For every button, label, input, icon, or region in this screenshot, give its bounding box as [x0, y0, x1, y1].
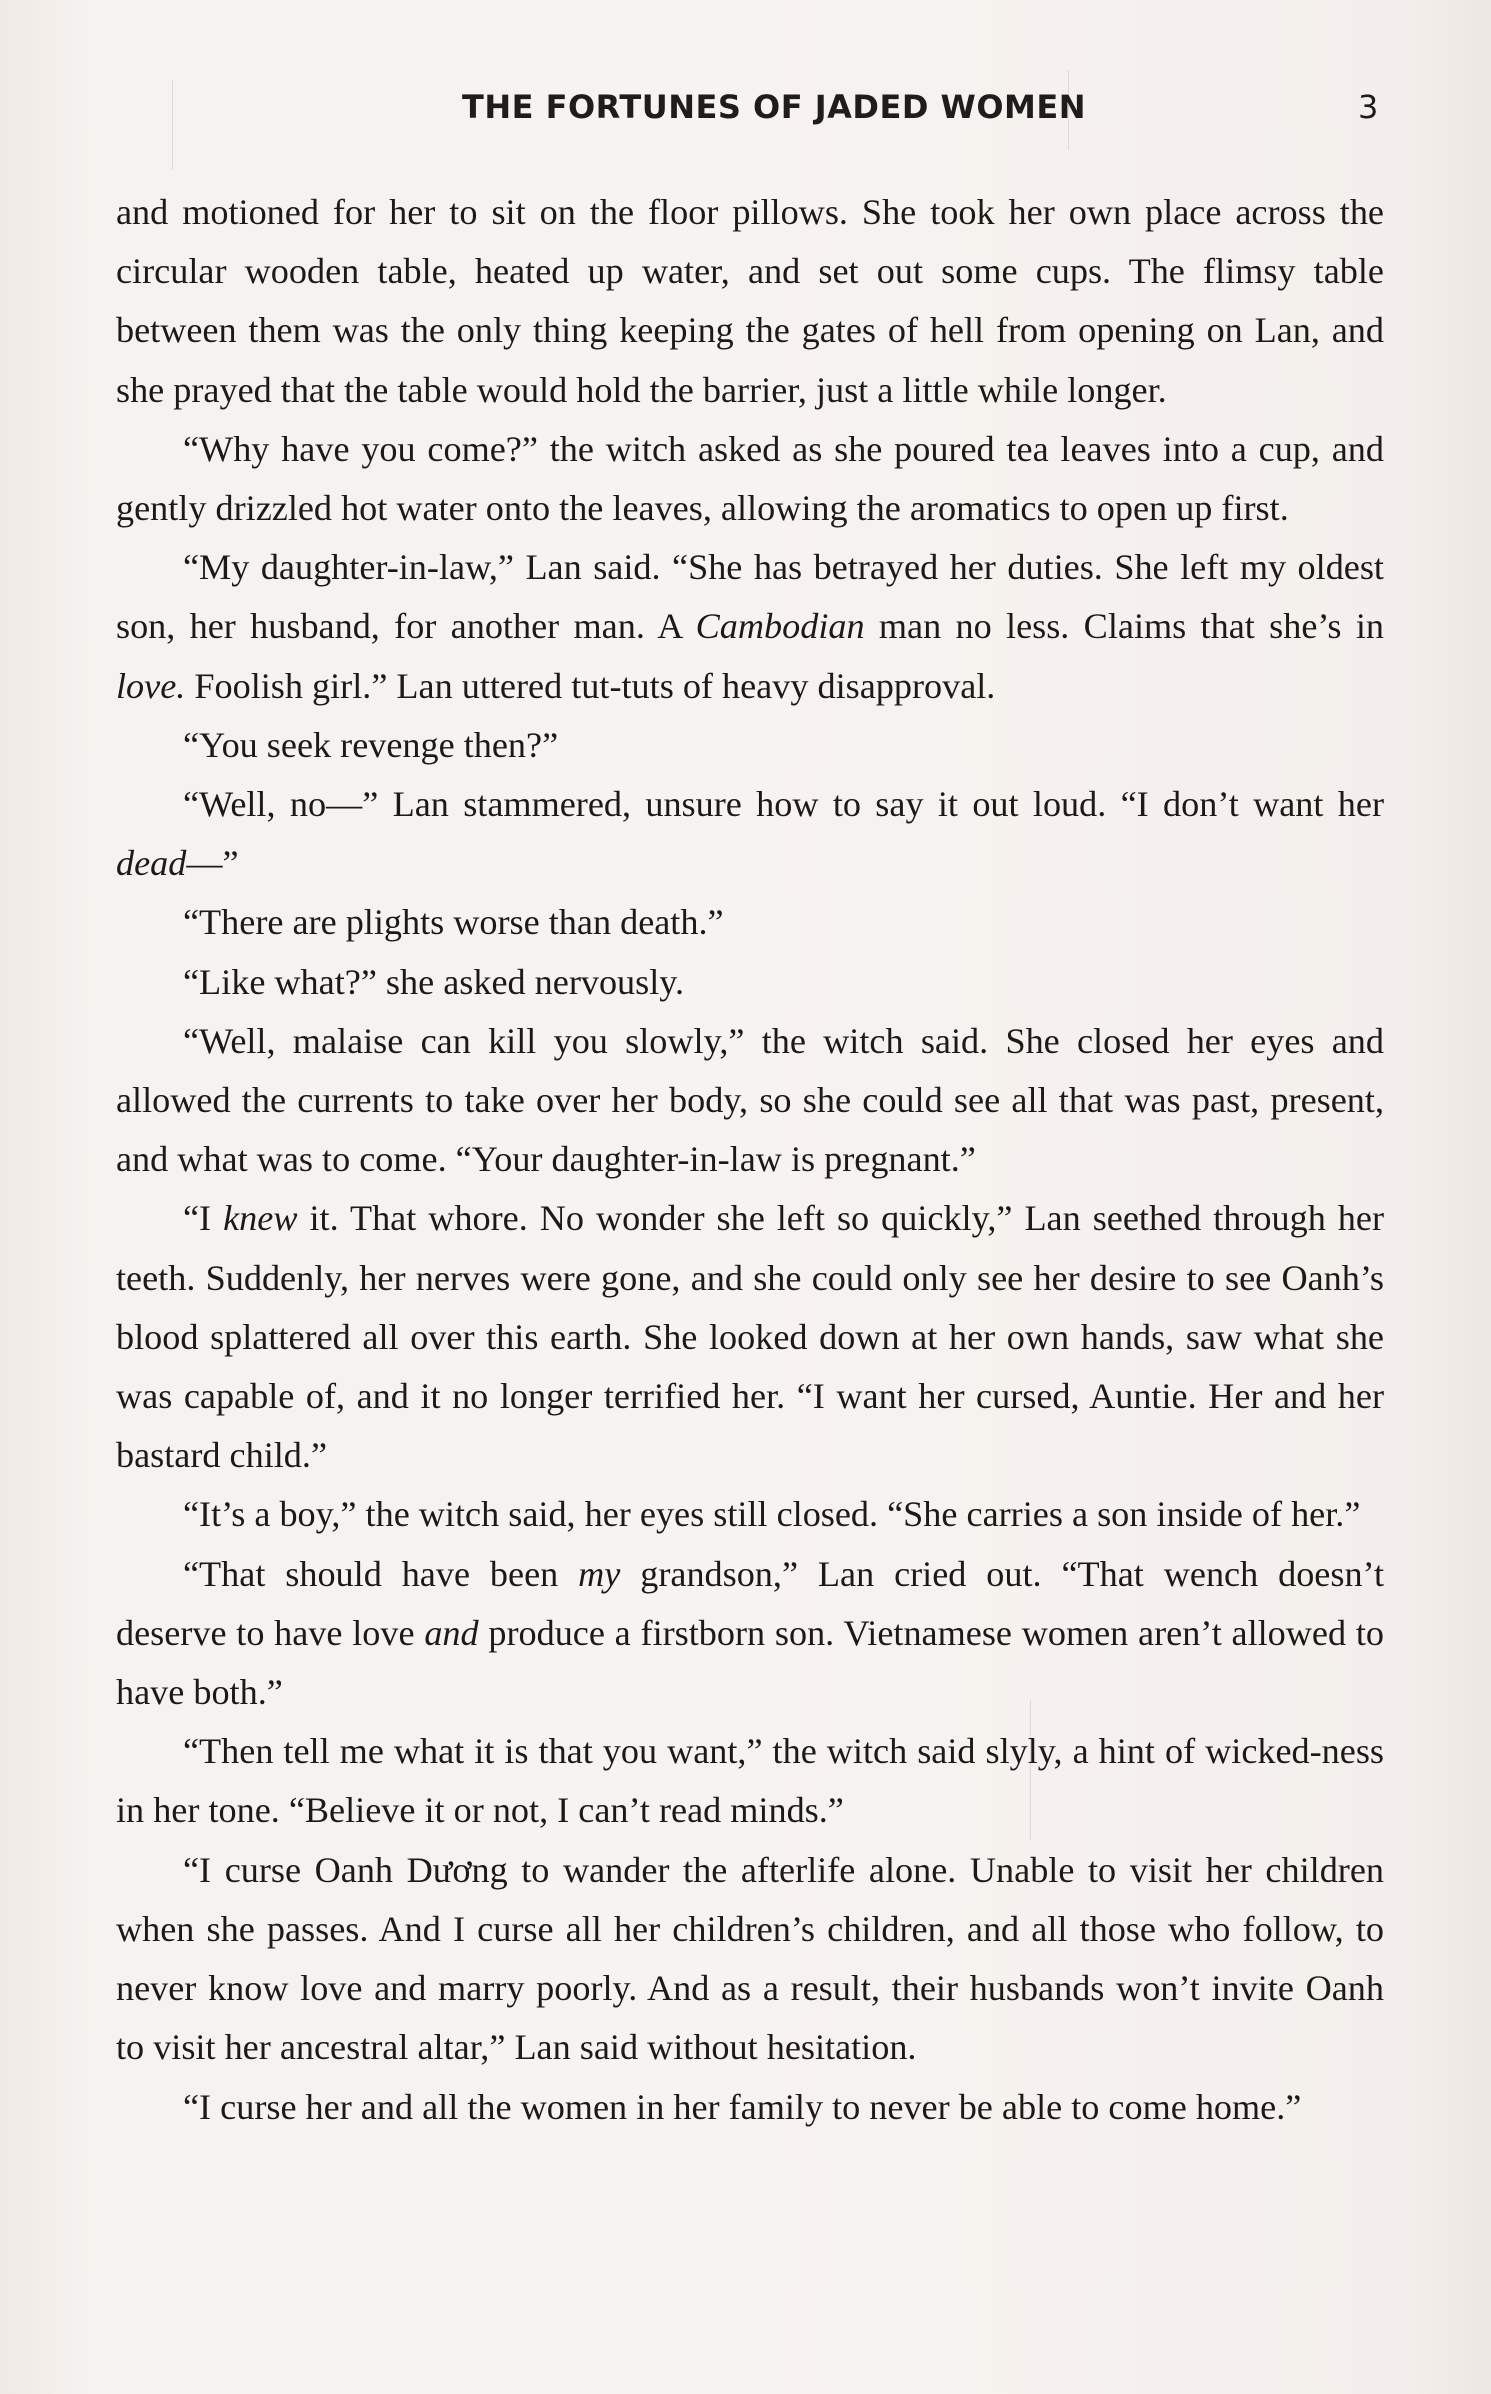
paragraph [116, 183, 1384, 420]
paragraph [116, 716, 1384, 775]
text-run: “Like what?” she asked nervously. [183, 961, 685, 1002]
running-header [0, 88, 1491, 138]
text-run: grandson,” Lan cried out. “That wench doesn’t deserve to have love [116, 1553, 1384, 1653]
paragraph [116, 1012, 1384, 1190]
text-run: produce a firstborn son. Vietnamese women aren’t allowed to have both.” [116, 1612, 1384, 1713]
paragraph [116, 538, 1384, 716]
paragraph [116, 420, 1384, 538]
running-title: THE FORTUNES OF JADED WOMEN [462, 88, 1086, 126]
text-run: “There are plights worse than death.” [183, 902, 724, 943]
paragraph [116, 1722, 1384, 1840]
paragraph [116, 1841, 1384, 2078]
paragraph [116, 1189, 1384, 1485]
text-run: it. That whore. No wonder she left so quickly,” Lan seethed through her teeth. Suddenly, her nerves were gone, and she could only see her desire to see Oanh’s blood splattered all over this earth. She looked down at her own hands, saw what she was capable of, and it no longer terrified her. “I want her cursed, Auntie. Her and her bastard child.” [116, 1198, 1384, 1476]
text-run: Foolish girl.” Lan uttered tut-tuts of heavy disapproval. [185, 665, 996, 706]
italic-text: my [578, 1553, 621, 1594]
text-run: “Well, no—” Lan stammered, unsure how to say it out loud. “I don’t want her [183, 784, 1384, 825]
italic-text: Cambodian [695, 606, 865, 647]
text-run: “That should have been [183, 1553, 579, 1594]
paragraph [116, 1485, 1384, 1544]
text-run: “I curse her and all the women in her family to never be able to come home.” [183, 2086, 1302, 2127]
text-run: —” [186, 843, 239, 884]
paragraph [116, 1545, 1384, 1723]
paragraph [116, 2078, 1384, 2137]
paragraph [116, 953, 1384, 1012]
text-run: “You seek revenge then?” [183, 724, 559, 765]
text-run: man no less. Claims that she’s in [864, 606, 1384, 647]
italic-text: dead [116, 843, 187, 884]
paragraph [116, 893, 1384, 952]
text-run: “I [183, 1198, 224, 1239]
italic-text: and [424, 1612, 479, 1653]
text-run: and motioned for her to sit on the floor pillows. She took her own place across the circular wooden table, heated up water, and set out some cups. The flimsy table between them was the only thing keeping the gates of hell from opening on Lan, and she prayed that the table would hold the barrier, just a little while longer. [116, 192, 1384, 410]
text-run: “Then tell me what it is that you want,” the witch said slyly, a hint of wicked-ness in her tone. “Believe it or not, I can’t read minds.” [116, 1731, 1384, 1831]
text-run: “My daughter-in-law,” Lan said. “She has betrayed her duties. She left my oldest son, her husband, for another man. A [116, 547, 1384, 647]
italic-text: love. [116, 665, 186, 706]
text-run: “It’s a boy,” the witch said, her eyes still closed. “She carries a son inside of her.” [183, 1494, 1361, 1535]
text-run: “I curse Oanh Dương to wander the afterlife alone. Unable to visit her children when she passes. And I curse all her children’s children, and all those who follow, to never know love and marry poorly. And as a result, their husbands won’t invite Oanh to visit her ancestral altar,” Lan said without hesitation. [116, 1849, 1384, 2068]
page-number: 3 [1358, 88, 1379, 126]
body-text [116, 183, 1384, 2137]
text-run: “Why have you come?” the witch asked as she poured tea leaves into a cup, and gently drizzled hot water onto the leaves, allowing the aromatics to open up first. [116, 428, 1384, 529]
paragraph [116, 775, 1384, 893]
text-run: “Well, malaise can kill you slowly,” the witch said. She closed her eyes and allowed the currents to take over her body, so she could see all that was past, present, and what was to come. “Your daughter-in-law is pregnant.” [116, 1020, 1384, 1180]
italic-text: knew [223, 1198, 298, 1239]
